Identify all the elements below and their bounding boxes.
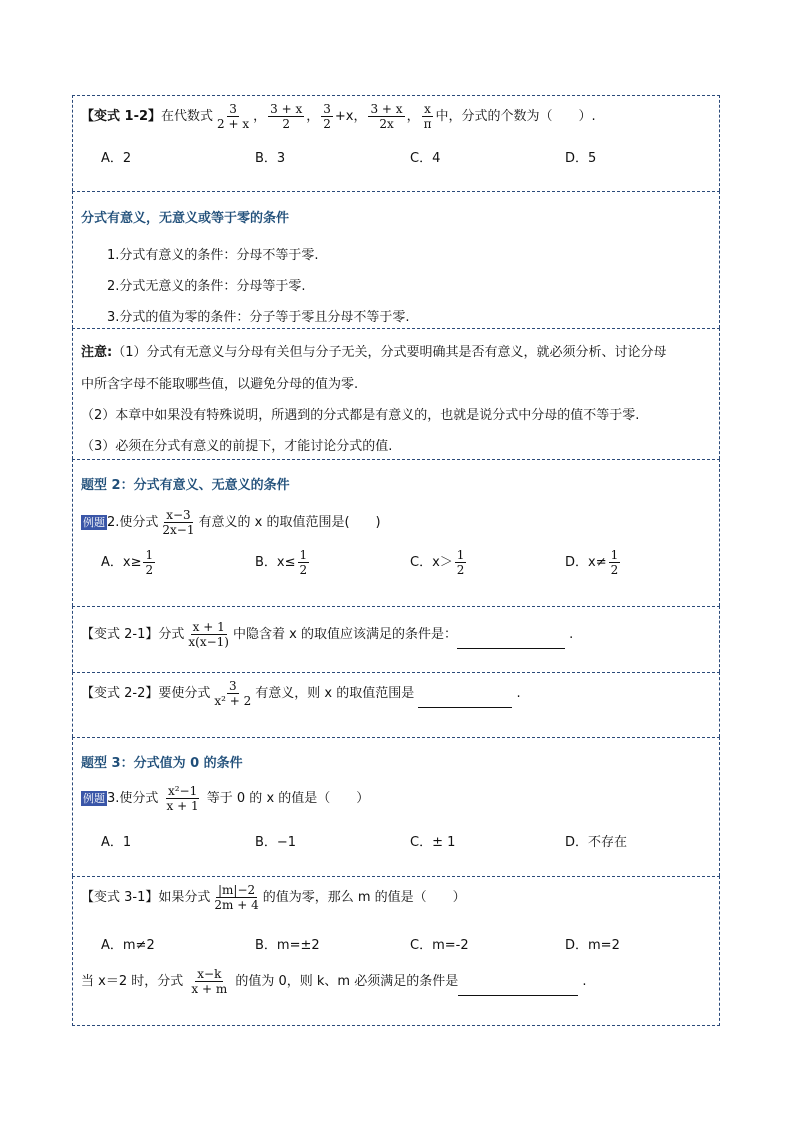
variant-1-2-box xyxy=(72,95,720,191)
variant-label: 【变式 1-2】 xyxy=(81,109,162,124)
variant-2-2-question: 【变式 2-2】要使分式 $\frac{3}{\text{x² + 2}}$ 有意义，则 x 的取值范围是 . xyxy=(81,679,521,708)
choice-b[interactable]: B．−1 xyxy=(255,835,297,850)
choice-a[interactable]: A．m≠2 xyxy=(101,938,155,953)
note-line: 中所含字母不能取哪些值，以避免分母的值为零. xyxy=(81,377,359,392)
note-line: 注意:（1）分式有无意义与分母有关但与分子无关，分式要明确其是否有意义，就必须分析、讨论分母 xyxy=(81,345,667,360)
choice-a[interactable]: A．2 xyxy=(101,151,132,166)
note-box xyxy=(72,328,720,459)
choice-a[interactable]: A．x≥ $\frac{1}{2}$ xyxy=(101,548,154,577)
fraction: $\frac{x-k}{x + m}$ xyxy=(191,967,228,996)
example-tag: 例题 xyxy=(83,516,105,529)
variant-3-1-box xyxy=(72,876,720,1026)
type2-heading: 题型 2：分式有意义、无意义的条件 xyxy=(81,478,290,493)
choice-c[interactable]: C．± 1 xyxy=(410,835,456,850)
example-tag: 例题 xyxy=(83,792,105,805)
condition-item: 2.分式无意义的条件：分母等于零. xyxy=(107,279,306,294)
type3-box xyxy=(72,737,720,876)
example-3-question: 例题 3.使分式 $\frac{\text{x²−1}}{x + 1}$ 等于 0 的 x 的值是（ ） xyxy=(83,784,370,813)
variant-3-1-fill-question: 当 x＝2 时，分式 $\frac{x-k}{x + m}$ 的值为 0，则 k、m 必须满足的条件是 . xyxy=(81,967,587,996)
note-line: （2）本章中如果没有特殊说明，所遇到的分式都是有意义的，也就是说分式中分母的值不等于零. xyxy=(81,408,640,423)
choice-d[interactable]: D．5 xyxy=(565,151,597,166)
type2-box xyxy=(72,459,720,606)
choice-c[interactable]: C．4 xyxy=(410,151,441,166)
conditions-box xyxy=(72,191,720,328)
variant-2-1-box xyxy=(72,606,720,672)
fraction: $\frac{x + 1}{x(x-1)}$ xyxy=(188,620,229,649)
question-text: 中，分式的个数为（ ）. xyxy=(435,109,596,124)
variant-2-1-question: 【变式 2-1】分式 $\frac{x + 1}{x(x-1)}$ 中隐含着 x 的取值应该满足的条件是： . xyxy=(81,620,574,649)
note-line: （3）必须在分式有意义的前提下，才能讨论分式的值. xyxy=(81,439,393,454)
choice-d[interactable]: D．m=2 xyxy=(565,938,620,953)
fraction: $\frac{3}{2 + x}$ xyxy=(217,102,250,131)
example-2-question: 例题 2.使分式 $\frac{x-3}{2x-1}$ 有意义的 x 的取值范围是( ) xyxy=(83,508,381,537)
choice-d[interactable]: D．x≠ $\frac{1}{2}$ xyxy=(565,548,619,577)
type3-heading: 题型 3：分式值为 0 的条件 xyxy=(81,756,243,771)
choice-c[interactable]: C．x＞ $\frac{1}{2}$ xyxy=(410,548,465,577)
fraction: $\frac{x-3}{2x-1}$ xyxy=(162,508,195,537)
conditions-heading: 分式有意义，无意义或等于零的条件 xyxy=(81,211,290,226)
variant-3-1-question: 【变式 3-1】如果分式 $\frac{|m|-2}{2m + 4}$ 的值为零，那么 m 的值是（ ） xyxy=(81,883,466,912)
choice-a[interactable]: A．1 xyxy=(101,835,132,850)
fraction: $\frac{x}{\pi}$ xyxy=(423,102,432,131)
variant-1-2-question: 【变式 1-2】在代数式 $\frac{3}{2 + x}$ ， $\frac{3 + x}{2}$ ， $\frac{3}{2}$ +x， $\frac{3 + x}{2x}$ ， $\frac{x}{\pi}$ 中，分式的个数为（ ）. xyxy=(81,102,596,131)
fraction: $\frac{3}{2}$ xyxy=(323,102,331,131)
condition-item: 1.分式有意义的条件：分母不等于零. xyxy=(107,248,319,263)
answer-blank[interactable] xyxy=(418,693,512,708)
question-text: 在代数式 xyxy=(161,109,214,124)
fraction: $\frac{3 + x}{2x}$ xyxy=(370,102,403,131)
answer-blank[interactable] xyxy=(458,981,578,996)
fraction: $\frac{3 + x}{2}$ xyxy=(270,102,303,131)
condition-item: 3.分式的值为零的条件：分子等于零且分母不等于零. xyxy=(107,310,410,325)
choice-c[interactable]: C．m=-2 xyxy=(410,938,469,953)
note-label: 注意: xyxy=(81,345,113,360)
variant-2-2-box xyxy=(72,672,720,737)
choice-b[interactable]: B．x≤ $\frac{1}{2}$ xyxy=(255,548,308,577)
fraction: $\frac{\text{x²−1}}{x + 1}$ xyxy=(166,784,199,813)
choice-d[interactable]: D．不存在 xyxy=(565,835,628,850)
choice-b[interactable]: B．3 xyxy=(255,151,286,166)
fraction: $\frac{3}{\text{x² + 2}}$ xyxy=(214,679,252,708)
fraction: $\frac{|m|-2}{2m + 4}$ xyxy=(214,883,259,912)
choice-b[interactable]: B．m=±2 xyxy=(255,938,320,953)
answer-blank[interactable] xyxy=(457,634,565,649)
question-text: +x， xyxy=(334,109,367,124)
